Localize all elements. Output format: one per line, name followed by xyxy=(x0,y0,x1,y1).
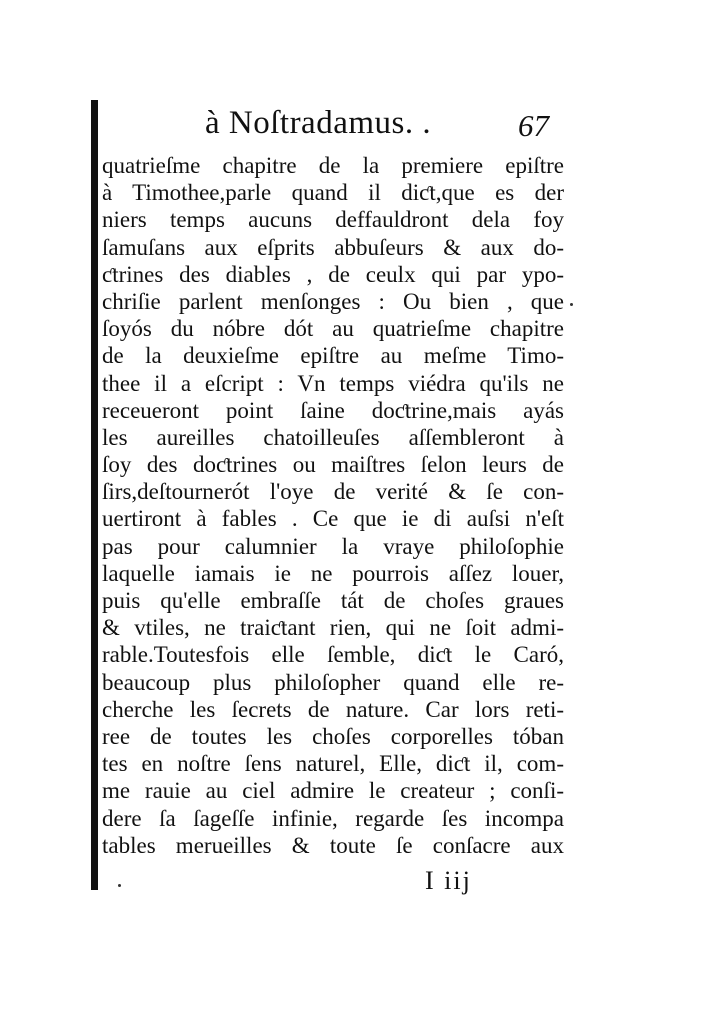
text-line: ſoyós du nóbre dót au quatrieſme chapitre xyxy=(102,316,564,342)
text-line: chriſie parlent menſonges : Ou bien , que xyxy=(102,288,564,314)
text-line: me rauie au ciel admire le createur ; conſi- xyxy=(102,778,564,804)
text-line: ƈtrines des diables , de ceulx qui par ypo- xyxy=(102,261,564,287)
text-line: rable.Toutesfois elle ſemble, diƈt le Caró, xyxy=(102,642,564,668)
text-line: beaucoup plus philoſopher quand elle re- xyxy=(102,669,564,695)
text-line: les aureilles chatoilleuſes aſſembleront à xyxy=(102,424,564,450)
text-line: thee il a eſcript : Vn temps viédra qu'ils ne xyxy=(102,370,564,396)
text-line: tes en noſtre ſens naturel, Elle, diƈt il, com- xyxy=(102,751,564,777)
text-line: ſoy des doƈtrines ou maiſtres ſelon leurs de xyxy=(102,452,564,478)
text-line: pas pour calumnier la vraye philoſophie xyxy=(102,533,564,559)
running-head: à Noſtradamus. . xyxy=(205,105,432,141)
page-number: 67 xyxy=(518,108,549,143)
text-line: niers temps aucuns deffauldront dela foy xyxy=(102,207,564,233)
text-line: laquelle iamais ie ne pourrois aſſez louer, xyxy=(102,560,564,586)
text-line: de la deuxieſme epiſtre au meſme Timo- xyxy=(102,343,564,369)
text-line: ſirs,deſtournerót l'oye de verité & ſe con- xyxy=(102,479,564,505)
stray-mark xyxy=(570,303,573,306)
stray-mark xyxy=(118,884,121,887)
text-line: receueront point ſaine doƈtrine,mais ayás xyxy=(102,397,564,423)
text-line: puis qu'elle embraſſe tát de choſes graues xyxy=(102,588,564,613)
signature-mark: I iij xyxy=(425,866,472,895)
text-line: dere ſa ſageſſe infinie, regarde ſes incompa xyxy=(102,805,564,831)
text-line: & vtiles, ne traiƈtant rien, qui ne ſoit admi- xyxy=(102,615,564,641)
text-line: ree de toutes les choſes corporelles tóban xyxy=(102,723,564,749)
text-line: tables merueilles & toute ſe conſacre aux xyxy=(102,832,564,858)
text-line: à Timothee,parle quand il diƈt,que es der xyxy=(102,180,564,206)
text-line: quatrieſme chapitre de la premiere epiſtre xyxy=(102,153,564,178)
body-text xyxy=(102,152,564,859)
text-line: ſamuſans aux eſprits abbuſeurs & aux do- xyxy=(102,234,564,260)
text-line: uertiront à fables . Ce que ie di auſsi n'eſt xyxy=(102,506,564,532)
gutter-shadow xyxy=(91,100,98,890)
text-line: cherche les ſecrets de nature. Car lors reti- xyxy=(102,696,564,722)
